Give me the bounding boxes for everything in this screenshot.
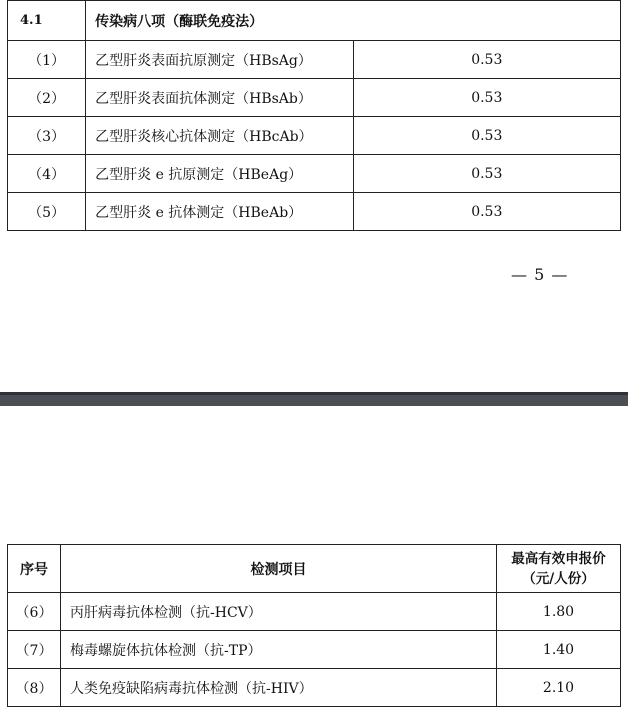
test-item: 梅毒螺旋体抗体检测（抗-TP） (61, 631, 497, 669)
test-item: 乙型肝炎表面抗原测定（HBsAg） (86, 41, 353, 79)
row-number: （5） (8, 193, 86, 231)
section-title: 传染病八项（酶联免疫法） (86, 1, 621, 41)
max-price: 2.10 (497, 669, 621, 707)
header-max-price-line1: 最高有效申报价 (511, 550, 606, 567)
document-page-bottom (0, 406, 628, 712)
header-max-price (497, 545, 621, 593)
max-price: 0.53 (353, 41, 620, 79)
row-number: （8） (8, 669, 61, 707)
table-row (8, 669, 621, 707)
test-item: 乙型肝炎表面抗体测定（HBsAb） (86, 79, 353, 117)
table-row (8, 155, 621, 193)
row-number: （4） (8, 155, 86, 193)
test-item: 乙型肝炎 e 抗原测定（HBeAg） (86, 155, 353, 193)
table-row (8, 631, 621, 669)
row-number: （3） (8, 117, 86, 155)
table-row (8, 593, 621, 631)
section-row (8, 1, 621, 41)
header-max-price-line2: （元/人份） (522, 570, 595, 587)
row-number: （2） (8, 79, 86, 117)
header-serial-number: 序号 (8, 545, 61, 593)
page-separator (0, 392, 628, 406)
table-row (8, 193, 621, 231)
table-header-row (8, 545, 621, 593)
max-price: 0.53 (353, 79, 620, 117)
section-number: 4.1 (8, 1, 86, 41)
test-item: 乙型肝炎核心抗体测定（HBcAb） (86, 117, 353, 155)
row-number: （6） (8, 593, 61, 631)
test-item: 人类免疫缺陷病毒抗体检测（抗-HIV） (61, 669, 497, 707)
test-item: 丙肝病毒抗体检测（抗-HCV） (61, 593, 497, 631)
table-row (8, 117, 621, 155)
max-price: 0.53 (353, 117, 620, 155)
max-price: 1.80 (497, 593, 621, 631)
max-price: 0.53 (353, 155, 620, 193)
max-price: 1.40 (497, 631, 621, 669)
row-number: （1） (8, 41, 86, 79)
header-test-item: 检测项目 (61, 545, 497, 593)
test-item: 乙型肝炎 e 抗体测定（HBeAb） (86, 193, 353, 231)
price-table-continued (7, 0, 621, 231)
page-number: — 5 — (511, 265, 569, 284)
price-table (7, 544, 621, 707)
table-row (8, 79, 621, 117)
table-row (8, 41, 621, 79)
max-price: 0.53 (353, 193, 620, 231)
row-number: （7） (8, 631, 61, 669)
